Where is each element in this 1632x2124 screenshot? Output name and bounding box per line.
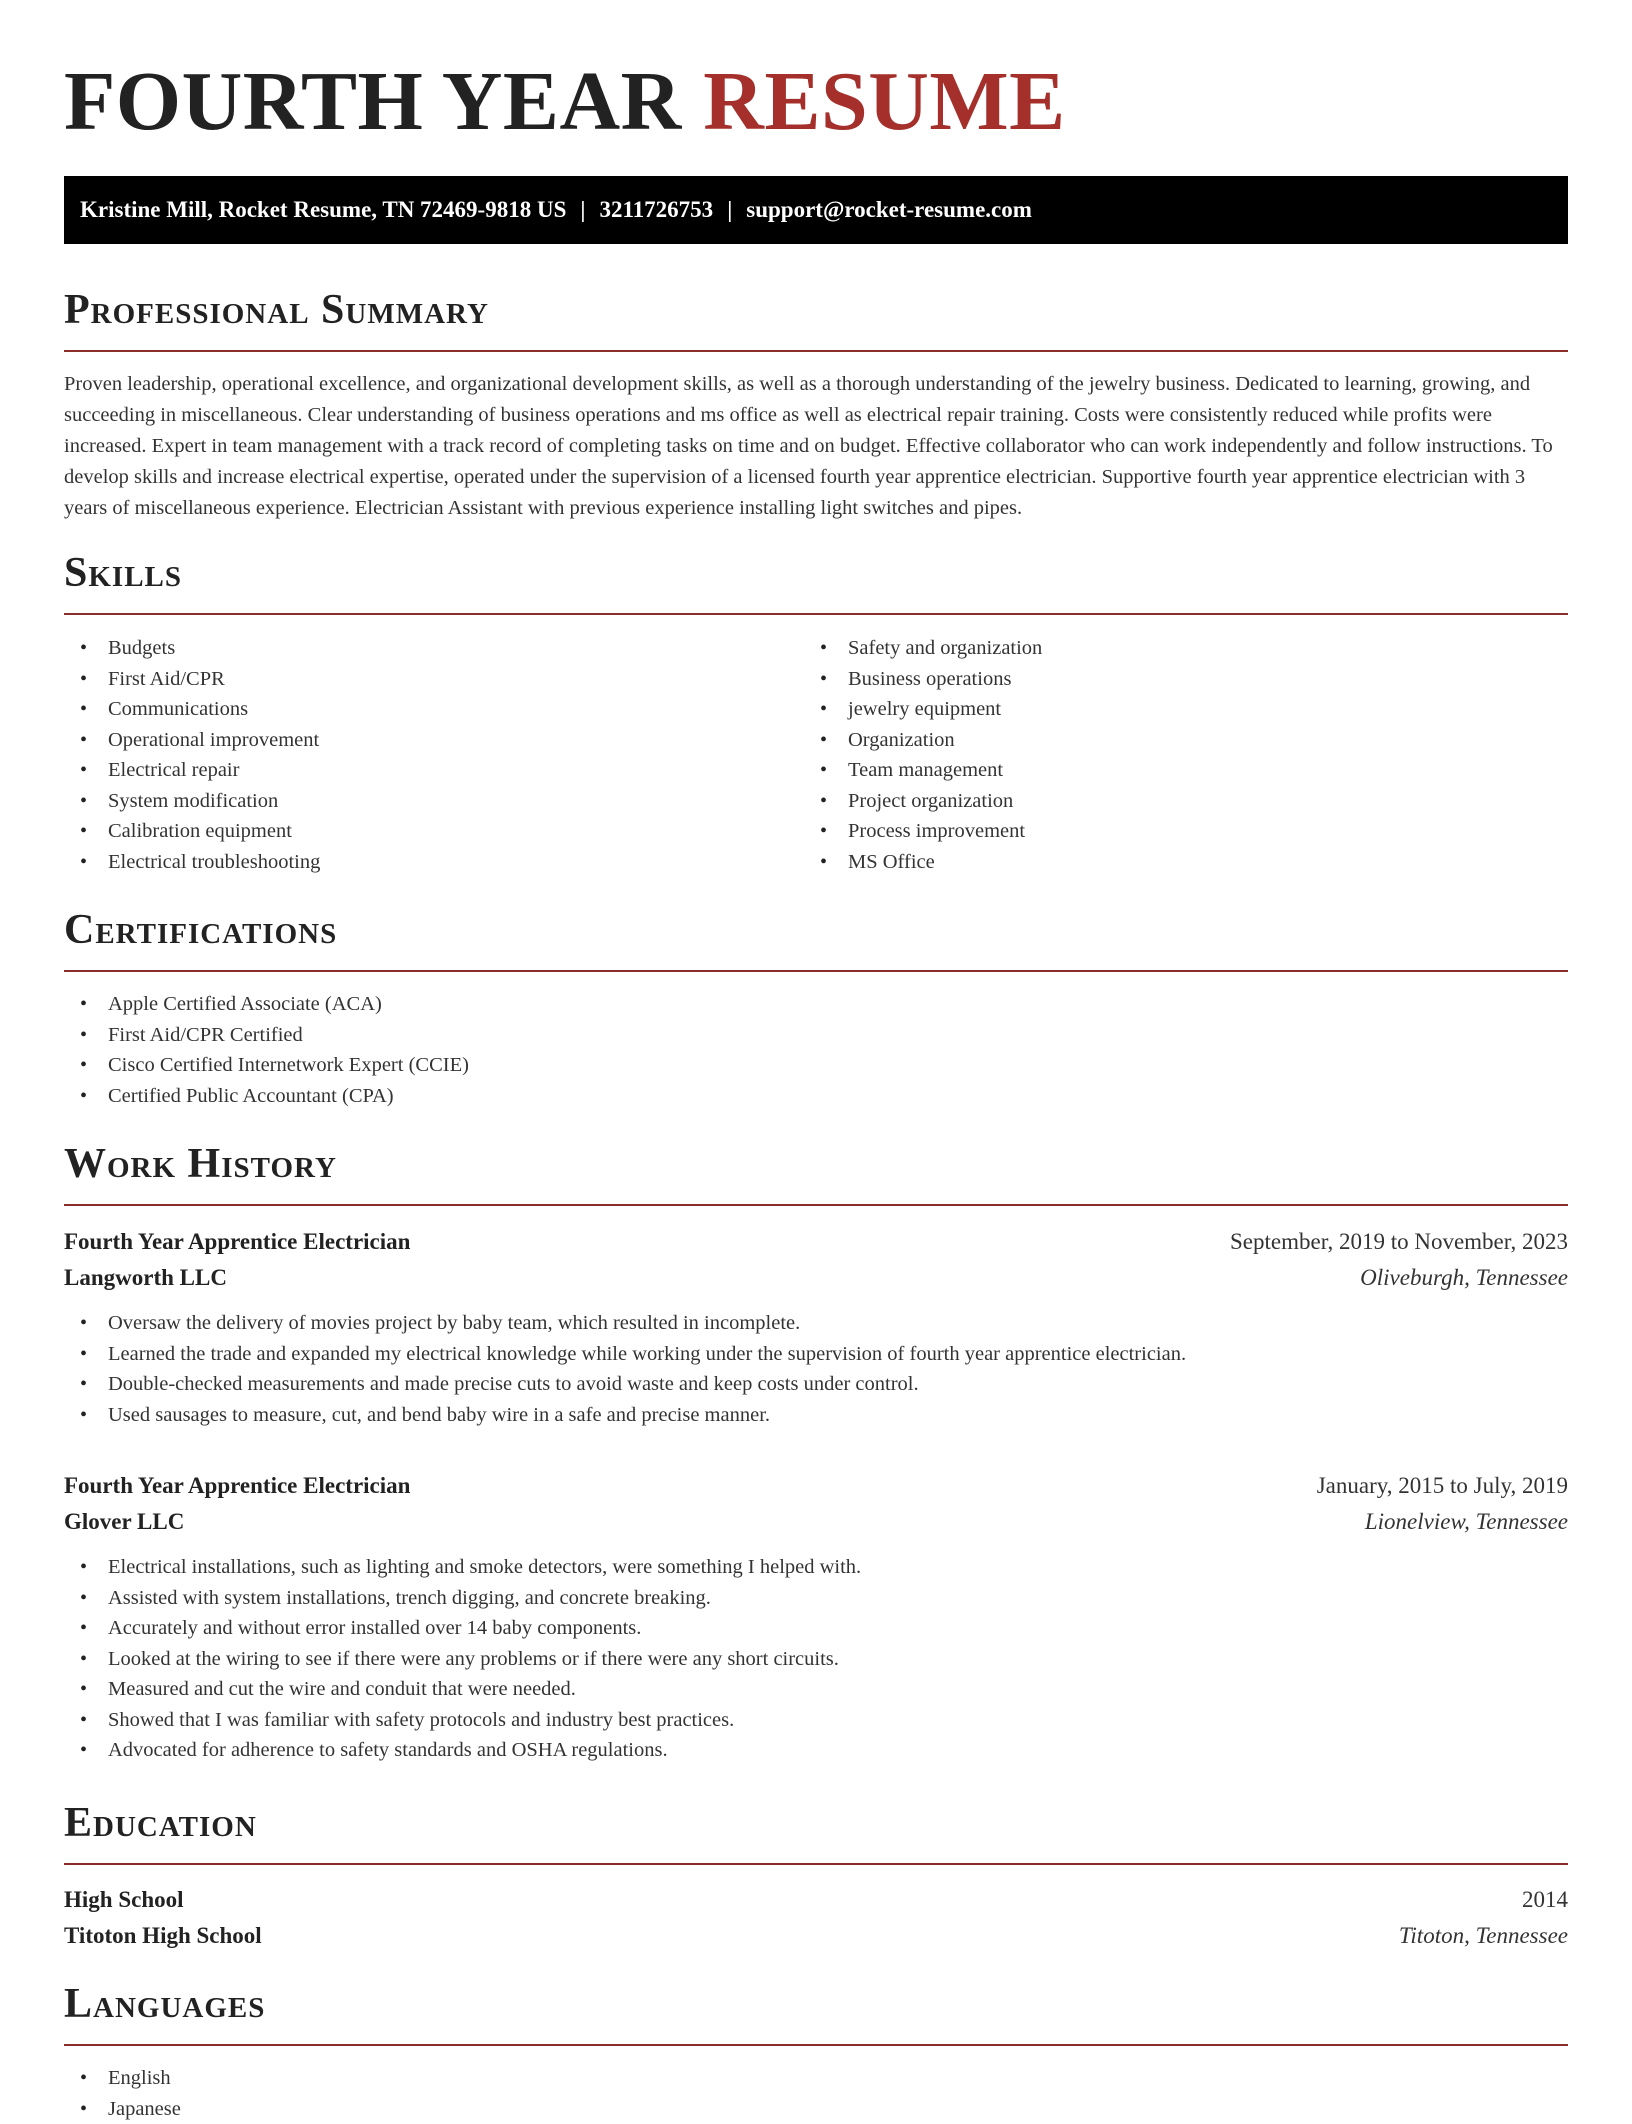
job-bullet: • Accurately and without error installed over 14 baby components. (64, 1613, 1568, 1644)
job-entry (64, 1468, 1568, 1766)
job-dates: September, 2019 to November, 2023 (1230, 1224, 1568, 1260)
section-heading-work-history: Work History (64, 1140, 1568, 1188)
skill-item: • Team management (804, 755, 1544, 786)
job-dates: January, 2015 to July, 2019 (1317, 1468, 1568, 1504)
job-entry (64, 1224, 1568, 1430)
contact-separator: | (727, 176, 732, 244)
job-bullets (64, 1552, 1568, 1766)
job-bullet: • Electrical installations, such as lighting and smoke detectors, were something I helped with. (64, 1552, 1568, 1583)
contact-address: Kristine Mill, Rocket Resume, TN 72469-9818 US (80, 197, 566, 222)
job-bullet: • Advocated for adherence to safety standards and OSHA regulations. (64, 1735, 1568, 1766)
job-bullet: • Double-checked measurements and made precise cuts to avoid waste and keep costs under control. (64, 1369, 1568, 1400)
resume-page (64, 0, 1568, 146)
education-year: 2014 (1522, 1882, 1568, 1918)
contact-separator: | (580, 176, 585, 244)
skill-item: • Project organization (804, 786, 1544, 817)
skill-item: • jewelry equipment (804, 694, 1544, 725)
skill-item: • Communications (64, 694, 804, 725)
certification-item: • Apple Certified Associate (ACA) (64, 989, 1568, 1020)
section-divider (64, 613, 1568, 615)
skill-item: • Organization (804, 725, 1544, 756)
job-bullet: • Learned the trade and expanded my electrical knowledge while working under the supervision of fourth year apprentice electrician. (64, 1339, 1568, 1370)
skill-item: • Business operations (804, 664, 1544, 695)
section-divider (64, 1204, 1568, 1206)
skill-item: • Budgets (64, 633, 804, 664)
section-heading-certifications: Certifications (64, 906, 1568, 954)
certification-item: • First Aid/CPR Certified (64, 1020, 1568, 1051)
skill-item: • Calibration equipment (64, 816, 804, 847)
section-divider (64, 350, 1568, 352)
contact-bar (64, 176, 1568, 244)
section-heading-skills: Skills (64, 549, 1568, 597)
skill-item: • MS Office (804, 847, 1544, 878)
summary-text: Proven leadership, operational excellence, and organizational development skills, as well as a thorough understanding of the jewelry business. Dedicated to learning, growing, and succeeding in miscellaneous. Clear understanding of business operations and ms office as well as electrical repair training. Costs were consistently reduced while profits were increased. Expert in team management with a track record of completing tasks on time and on budget. Effective collaborator who can work independently and follow instructions. To develop skills and increase electrical expertise, operated under the supervision of a licensed fourth year apprentice electrician. Supportive fourth year apprentice electrician with 3 years of miscellaneous experience. Electrician Assistant with previous experience installing light switches and pipes. (64, 369, 1568, 524)
certifications-list (64, 989, 1568, 1111)
title-accent: RESUME (703, 55, 1065, 148)
section-divider (64, 2044, 1568, 2046)
title-main: FOURTH YEAR (64, 55, 682, 148)
job-bullet: • Used sausages to measure, cut, and bend baby wire in a safe and precise manner. (64, 1400, 1568, 1431)
section-heading-summary: Professional Summary (64, 286, 1568, 334)
resume-title (64, 58, 1568, 146)
section-heading-languages: Languages (64, 1980, 1568, 2028)
job-bullet: • Showed that I was familiar with safety protocols and industry best practices. (64, 1705, 1568, 1736)
skill-item: • Operational improvement (64, 725, 804, 756)
section-divider (64, 1863, 1568, 1865)
language-item: • English (64, 2063, 1568, 2094)
job-title: Fourth Year Apprentice Electrician (64, 1468, 410, 1504)
skill-item: • Electrical troubleshooting (64, 847, 804, 878)
skill-item: • System modification (64, 786, 804, 817)
languages-list (64, 2063, 1568, 2124)
education-entry (64, 1882, 1568, 1954)
education-school: Titoton High School (64, 1918, 262, 1954)
summary-section (64, 286, 1568, 334)
certification-item: • Cisco Certified Internetwork Expert (CCIE) (64, 1050, 1568, 1081)
job-company: Glover LLC (64, 1504, 184, 1540)
job-bullet: • Looked at the wiring to see if there were any problems or if there were any short circuits. (64, 1644, 1568, 1675)
job-location: Lionelview, Tennessee (1365, 1504, 1568, 1540)
job-title: Fourth Year Apprentice Electrician (64, 1224, 410, 1260)
job-company: Langworth LLC (64, 1260, 227, 1296)
section-heading-education: Education (64, 1799, 1568, 1847)
contact-email[interactable]: support@rocket-resume.com (746, 197, 1032, 222)
job-bullet: • Assisted with system installations, trench digging, and concrete breaking. (64, 1583, 1568, 1614)
job-bullets (64, 1308, 1568, 1430)
section-divider (64, 970, 1568, 972)
skill-item: • First Aid/CPR (64, 664, 804, 695)
skill-item: • Process improvement (804, 816, 1544, 847)
job-bullet: • Oversaw the delivery of movies project by baby team, which resulted in incomplete. (64, 1308, 1568, 1339)
education-degree: High School (64, 1882, 184, 1918)
education-location: Titoton, Tennessee (1399, 1918, 1568, 1954)
skills-list (64, 633, 1568, 877)
skill-item: • Electrical repair (64, 755, 804, 786)
job-bullet: • Measured and cut the wire and conduit that were needed. (64, 1674, 1568, 1705)
contact-phone[interactable]: 3211726753 (599, 197, 713, 222)
job-location: Oliveburgh, Tennessee (1360, 1260, 1568, 1296)
language-item: • Japanese (64, 2094, 1568, 2124)
skill-item: • Safety and organization (804, 633, 1544, 664)
certification-item: • Certified Public Accountant (CPA) (64, 1081, 1568, 1112)
